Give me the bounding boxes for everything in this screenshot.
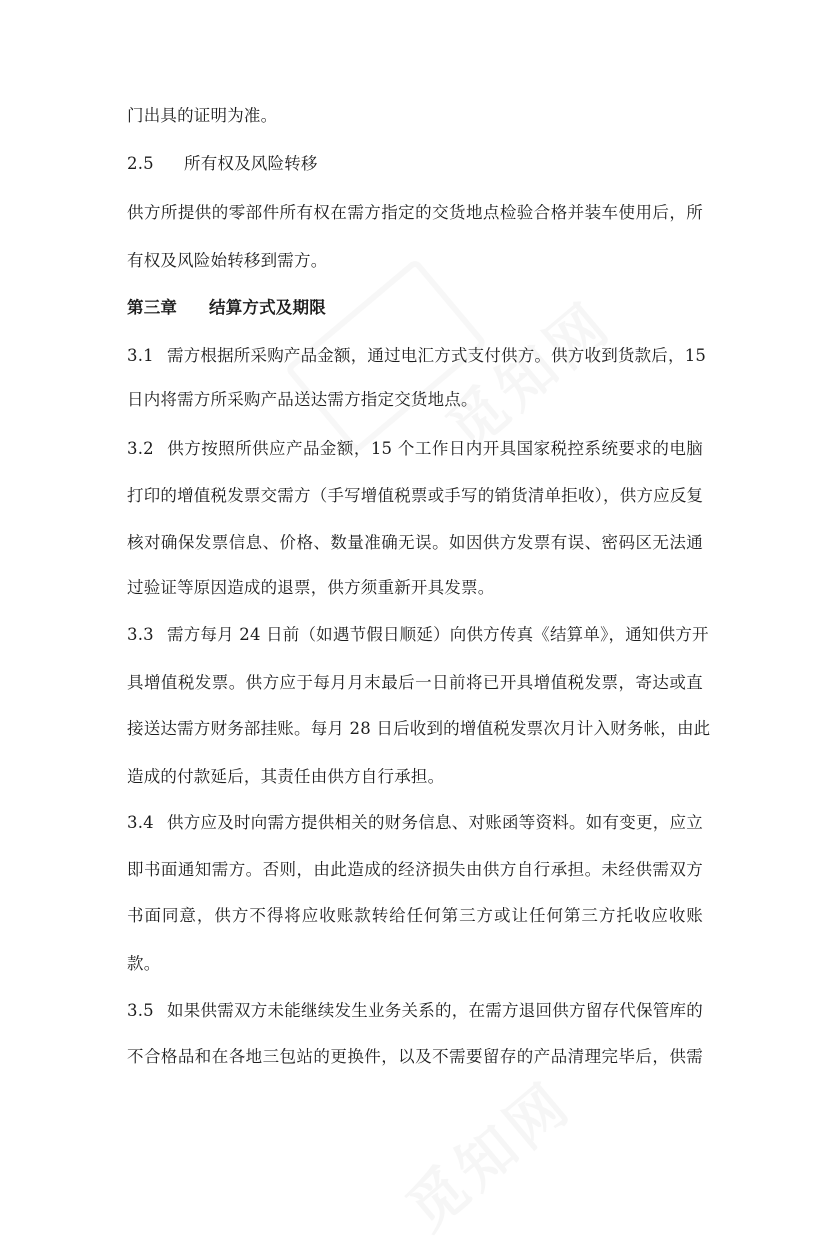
section-3-2-line	[127, 437, 703, 461]
section-3-4-line	[127, 811, 703, 835]
text-line: 打印的增值税发票交需方（手写增值税票或手写的销货清单拒收），供方应反复	[127, 486, 704, 505]
text-line: 过验证等原因造成的退票，供方须重新开具发票。	[127, 578, 495, 597]
section-text: 供方应及时向需方提供相关的财务信息、对账函等资料。如有变更，应立	[167, 813, 703, 832]
section-3-5-line	[127, 999, 703, 1023]
section-number: 3.5	[127, 1001, 154, 1020]
section-3-3-line	[127, 623, 709, 647]
section-number: 2.5	[127, 154, 154, 173]
text-line: 造成的付款延后，其责任由供方自行承担。	[127, 767, 445, 786]
text-line: 款。	[127, 954, 161, 973]
text-line: 有权及风险始转移到需方。	[127, 251, 328, 270]
section-text: 如果供需双方未能继续发生业务关系的，在需方退回供方留存代保管库的	[167, 1001, 703, 1020]
text-line: 不合格品和在各地三包站的更换件，以及不需要留存的产品清理完毕后，供需	[127, 1047, 703, 1066]
section-text: 需方根据所采购产品金额，通过电汇方式支付供方。供方收到货款后，15	[167, 346, 707, 365]
watermark-text-bottom	[385, 1058, 586, 1246]
chapter-heading	[127, 296, 326, 320]
text-line: 即书面通知需方。否则，由此造成的经济损失由供方自行承担。未经供需双方	[127, 860, 703, 879]
chapter-number: 第三章	[127, 298, 178, 317]
section-text: 供方按照所供应产品金额，15 个工作日内开具国家税控系统要求的电脑	[167, 439, 703, 458]
section-2-5-heading	[127, 152, 318, 176]
chapter-title: 结算方式及期限	[209, 298, 326, 317]
text-line: 核对确保发票信息、价格、数量准确无误。如因供方发票有误、密码区无法通	[127, 533, 703, 552]
section-number: 3.1	[127, 346, 154, 365]
text-line: 日内将需方所采购产品送达需方指定交货地点。	[127, 390, 478, 409]
section-3-1-line	[127, 344, 707, 368]
section-text: 需方每月 24 日前（如遇节假日顺延）向供方传真《结算单》，通知供方开	[167, 625, 709, 644]
text-line: 接送达需方财务部挂账。每月 28 日后收到的增值税发票次月计入财务帐，由此	[127, 719, 711, 738]
text-line: 门出具的证明为准。	[127, 106, 278, 125]
section-title: 所有权及风险转移	[184, 154, 318, 173]
text-line: 具增值税发票。供方应于每月月末最后一日前将已开具增值税发票，寄达或直	[127, 673, 703, 692]
section-number: 3.2	[127, 439, 154, 458]
section-number: 3.3	[127, 625, 154, 644]
text-line: 书面同意，供方不得将应收账款转给任何第三方或让任何第三方托收应收账	[127, 906, 703, 925]
section-number: 3.4	[127, 813, 154, 832]
text-line: 供方所提供的零部件所有权在需方指定的交货地点检验合格并装车使用后，所	[127, 203, 703, 222]
